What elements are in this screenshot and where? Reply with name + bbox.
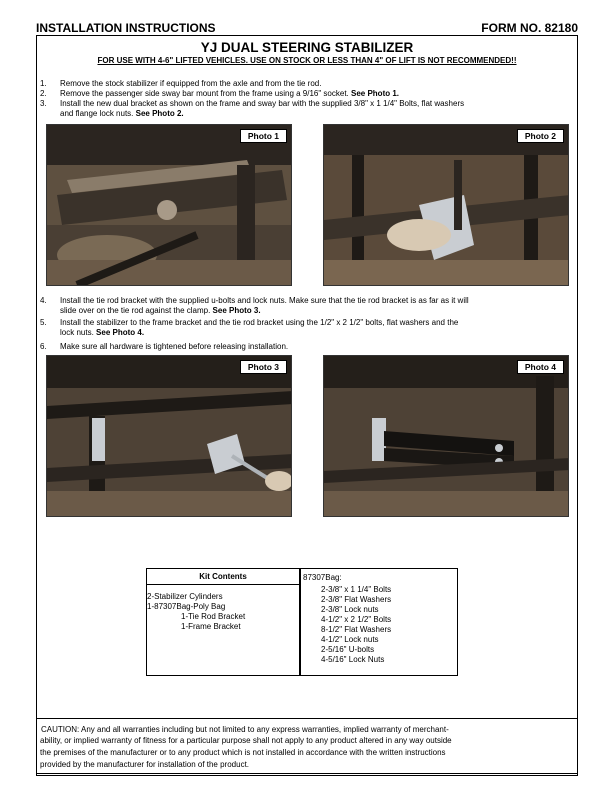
photo-4-label: Photo 4	[517, 360, 564, 374]
form-number: FORM NO. 82180	[481, 21, 578, 35]
page-subtitle: FOR USE WITH 4-6" LIFTED VEHICLES. USE ON STOCK OR LESS THAN 4" OF LIFT IS NOT RECOMMENDED!!	[97, 56, 517, 65]
bag-item: 2-5/16" U-bolts	[321, 645, 375, 654]
photo-3-label: Photo 3	[240, 360, 287, 374]
photo-4-image	[324, 356, 569, 517]
bag-item: 8-1/2" Flat Washers	[321, 625, 392, 634]
kit-contents-table	[146, 568, 300, 676]
bag-item: 2-3/8" Flat Washers	[321, 595, 392, 604]
step-3-ref: See Photo 2.	[135, 109, 184, 118]
bag-item: 4-1/2" Lock nuts	[321, 635, 379, 644]
caution-line-3: the premises of the manufacturer or to any product which is not installed in accordance with the written instructions	[40, 748, 446, 757]
photo-3-image	[47, 356, 292, 517]
photo-1-image	[47, 125, 292, 286]
bag-item: 2-3/8" Lock nuts	[321, 605, 379, 614]
step-1: 1. Remove the stock stabilizer if equipped from the axle and from the tie rod.	[40, 79, 322, 88]
step-2: 2. Remove the passenger side sway bar mount from the frame using a 9/16" socket. See Photo 1.	[40, 89, 400, 98]
bag-item: 4-5/16" Lock Nuts	[321, 655, 385, 664]
form-header	[36, 20, 578, 36]
step-6: 6. Make sure all hardware is tightened before releasing installation.	[40, 342, 289, 351]
kit-item: 2-Stabilizer Cylinders	[147, 592, 223, 601]
photo-3	[46, 355, 292, 517]
bag-item: 4-1/2" x 2 1/2" Bolts	[321, 615, 392, 624]
step-4-ref: See Photo 3.	[212, 306, 261, 315]
installation-instructions-heading: INSTALLATION INSTRUCTIONS	[36, 21, 216, 35]
photo-1	[46, 124, 292, 286]
photo-2-image	[324, 125, 569, 286]
caution-line-1: CAUTION: Any and all warranties including but not limited to any express warranties, implied warranty of merchant-	[41, 725, 449, 734]
kit-item: 1-Frame Bracket	[181, 622, 241, 631]
caution-line-4: provided by the manufacturer for installation of the product.	[40, 760, 250, 769]
step-5-ref: See Photo 4.	[96, 328, 145, 337]
photo-4	[323, 355, 569, 517]
kit-item: 1-87307Bag-Poly Bag	[147, 602, 226, 611]
step-3: 3. Install the new dual bracket as shown on the frame and sway bar with the supplied 3/8" x 1 1/4" Bolts, flat washers and flange lock nuts. See Photo 2.	[40, 99, 465, 118]
caution-line-2: ability, or implied warranty of fitness for a particular purpose shall not apply to any product altered in any way outside	[40, 736, 452, 745]
photo-1-label: Photo 1	[240, 129, 287, 143]
kit-item: 1-Tie Rod Bracket	[181, 612, 246, 621]
kit-contents-header: Kit Contents	[147, 569, 299, 585]
photo-2-label: Photo 2	[517, 129, 564, 143]
step-4: 4. Install the tie rod bracket with the supplied u-bolts and lock nuts. Make sure that the tie rod bracket is as far as it will slide over on the tie rod against the clamp. See Photo 3.	[40, 296, 469, 315]
step-5: 5. Install the stabilizer to the frame bracket and the tie rod bracket using the 1/2" x 2 1/2" bolts, flat washers and the lock nuts. See Photo 4.	[40, 318, 459, 337]
bag-contents-table	[300, 568, 458, 676]
bag-header: 87307Bag:	[303, 573, 342, 582]
bag-item: 2-3/8" x 1 1/4" Bolts	[321, 585, 392, 594]
page-title: YJ DUAL STEERING STABILIZER	[200, 40, 414, 55]
step-2-ref: See Photo 1.	[351, 89, 400, 98]
photo-2	[323, 124, 569, 286]
